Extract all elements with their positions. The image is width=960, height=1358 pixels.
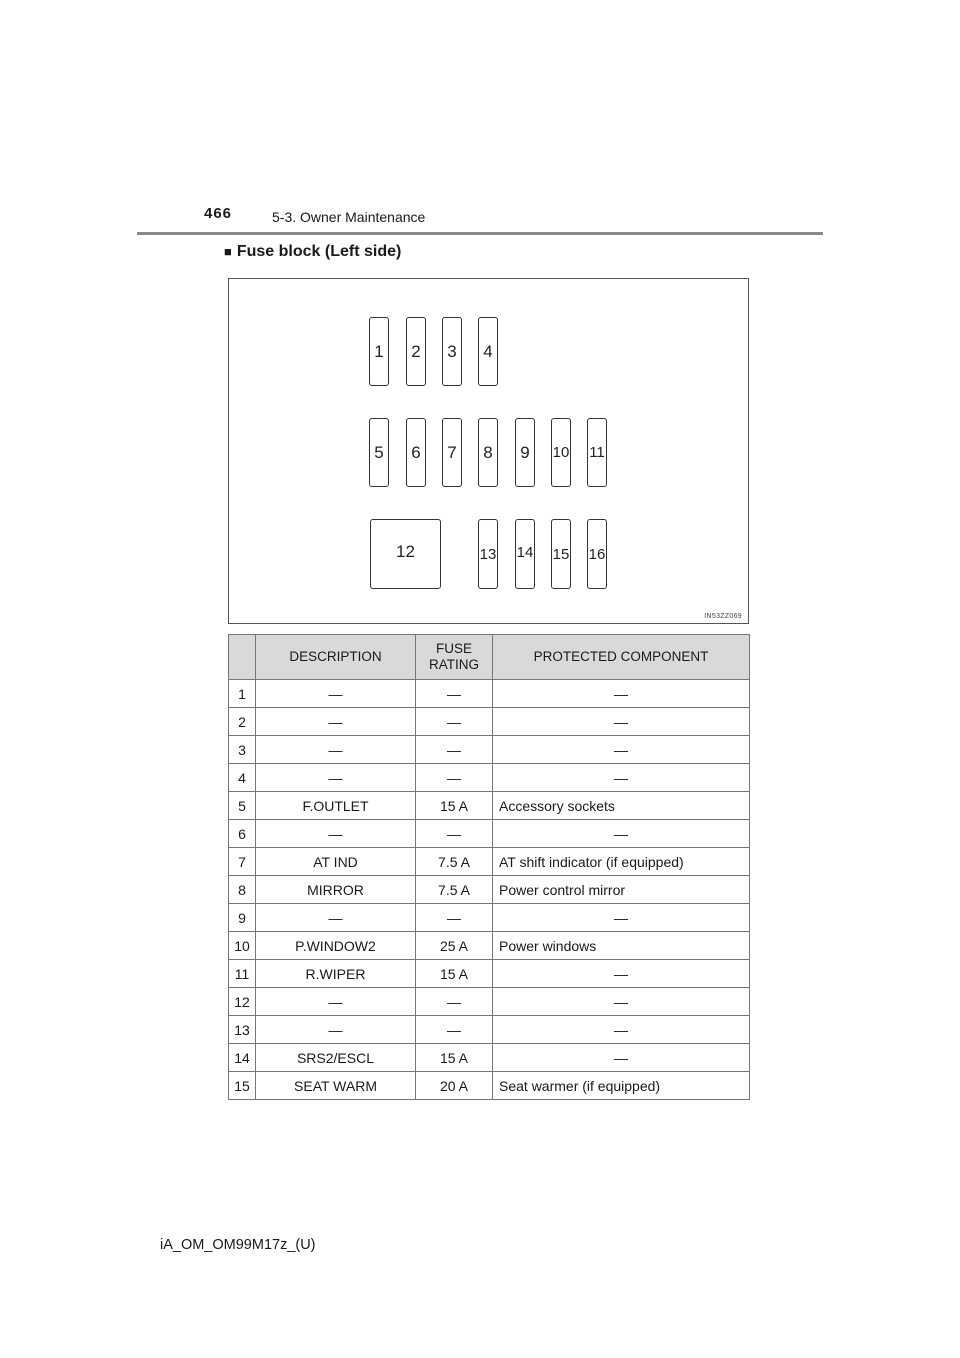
cell-number: 15 [229, 1072, 256, 1100]
cell-description: — [256, 988, 416, 1016]
cell-protected-component: Accessory sockets [493, 792, 750, 820]
cell-protected-component: — [493, 1044, 750, 1072]
cell-protected-component: — [493, 960, 750, 988]
header-protected-component: PROTECTED COMPONENT [493, 635, 750, 680]
cell-description: — [256, 708, 416, 736]
cell-number: 12 [229, 988, 256, 1016]
section-title: 5-3. Owner Maintenance [272, 209, 426, 225]
cell-protected-component: — [493, 1016, 750, 1044]
fuse-15: 15 [551, 519, 571, 589]
cell-description: F.OUTLET [256, 792, 416, 820]
cell-protected-component: Power windows [493, 932, 750, 960]
cell-description: MIRROR [256, 876, 416, 904]
cell-protected-component: — [493, 764, 750, 792]
cell-fuse-rating: 15 A [416, 792, 493, 820]
cell-fuse-rating: — [416, 820, 493, 848]
fuse-5: 5 [369, 418, 389, 487]
table-row [229, 764, 750, 792]
cell-description: — [256, 764, 416, 792]
cell-number: 5 [229, 792, 256, 820]
table-row [229, 932, 750, 960]
cell-description: — [256, 820, 416, 848]
cell-protected-component: — [493, 988, 750, 1016]
cell-fuse-rating: — [416, 708, 493, 736]
bullet-square: ■ [224, 244, 232, 259]
fuse-12: 12 [370, 519, 441, 589]
fuse-7: 7 [442, 418, 462, 487]
cell-number: 9 [229, 904, 256, 932]
cell-fuse-rating: 20 A [416, 1072, 493, 1100]
cell-fuse-rating: — [416, 736, 493, 764]
cell-number: 1 [229, 680, 256, 708]
cell-number: 6 [229, 820, 256, 848]
table-row [229, 960, 750, 988]
cell-description: P.WINDOW2 [256, 932, 416, 960]
table-row [229, 820, 750, 848]
cell-fuse-rating: — [416, 904, 493, 932]
cell-protected-component: — [493, 708, 750, 736]
table-row [229, 876, 750, 904]
cell-description: SRS2/ESCL [256, 1044, 416, 1072]
cell-protected-component: — [493, 736, 750, 764]
header-rule [137, 232, 823, 235]
cell-number: 3 [229, 736, 256, 764]
fuse-9: 9 [515, 418, 535, 487]
cell-protected-component: — [493, 820, 750, 848]
table-row [229, 708, 750, 736]
cell-number: 7 [229, 848, 256, 876]
fuse-11: 11 [587, 418, 607, 487]
table-row [229, 680, 750, 708]
cell-number: 13 [229, 1016, 256, 1044]
page-heading [224, 243, 401, 261]
header-fuse-rating: FUSE RATING [416, 635, 493, 680]
cell-number: 8 [229, 876, 256, 904]
cell-number: 2 [229, 708, 256, 736]
fuse-3: 3 [442, 317, 462, 386]
fuse-1: 1 [369, 317, 389, 386]
footer-code: iA_OM_OM99M17z_(U) [160, 1237, 316, 1253]
cell-number: 14 [229, 1044, 256, 1072]
cell-fuse-rating: 7.5 A [416, 848, 493, 876]
cell-description: SEAT WARM [256, 1072, 416, 1100]
table-header-row [229, 635, 750, 680]
fuse-10: 10 [551, 418, 571, 487]
header-description: DESCRIPTION [256, 635, 416, 680]
cell-description: — [256, 904, 416, 932]
cell-fuse-rating: — [416, 764, 493, 792]
heading-text: Fuse block (Left side) [236, 243, 402, 260]
cell-fuse-rating: — [416, 988, 493, 1016]
fuse-8: 8 [478, 418, 498, 487]
cell-protected-component: Power control mirror [493, 876, 750, 904]
cell-protected-component: AT shift indicator (if equipped) [493, 848, 750, 876]
fuse-6: 6 [406, 418, 426, 487]
fuse-table [228, 634, 750, 1100]
cell-description: — [256, 736, 416, 764]
fuse-4: 4 [478, 317, 498, 386]
cell-number: 4 [229, 764, 256, 792]
cell-description: — [256, 680, 416, 708]
cell-number: 10 [229, 932, 256, 960]
fuse-block-diagram [228, 278, 749, 624]
table-row [229, 904, 750, 932]
cell-fuse-rating: — [416, 1016, 493, 1044]
figure-code: IN53ZZ069 [704, 613, 742, 620]
table-row [229, 792, 750, 820]
cell-description: — [256, 1016, 416, 1044]
cell-protected-component: Seat warmer (if equipped) [493, 1072, 750, 1100]
cell-fuse-rating: 7.5 A [416, 876, 493, 904]
cell-fuse-rating: 15 A [416, 960, 493, 988]
page-number: 466 [204, 205, 233, 222]
cell-protected-component: — [493, 904, 750, 932]
cell-description: R.WIPER [256, 960, 416, 988]
fuse-14: 14 [515, 519, 535, 589]
table-row [229, 988, 750, 1016]
fuse-13: 13 [478, 519, 498, 589]
cell-fuse-rating: — [416, 680, 493, 708]
table-row [229, 1016, 750, 1044]
fuse-2: 2 [406, 317, 426, 386]
table-row [229, 1044, 750, 1072]
cell-description: AT IND [256, 848, 416, 876]
cell-fuse-rating: 25 A [416, 932, 493, 960]
cell-number: 11 [229, 960, 256, 988]
table-row [229, 1072, 750, 1100]
table-row [229, 736, 750, 764]
cell-protected-component: — [493, 680, 750, 708]
header-number [229, 635, 256, 680]
cell-fuse-rating: 15 A [416, 1044, 493, 1072]
fuse-16: 16 [587, 519, 607, 589]
table-row [229, 848, 750, 876]
